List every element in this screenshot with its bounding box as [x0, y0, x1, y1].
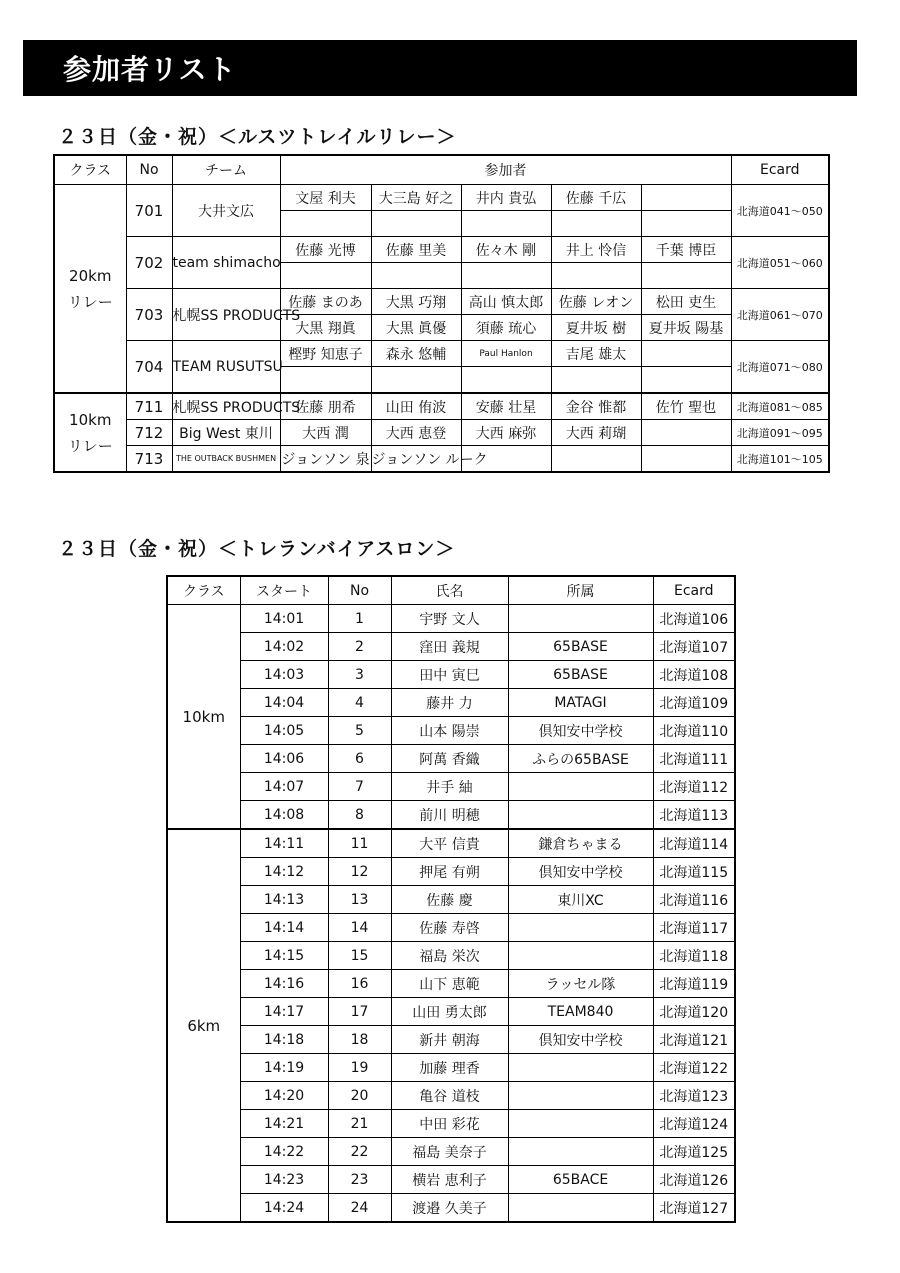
team-no: 711 [126, 393, 172, 420]
member-name [371, 263, 461, 289]
triathlon-row [167, 858, 735, 886]
ecard: 北海道111 [653, 745, 735, 773]
team-no: 704 [126, 341, 172, 394]
team-no: 702 [126, 237, 172, 289]
athlete-name: 宇野 文人 [391, 605, 508, 633]
start-time: 14:08 [240, 801, 328, 830]
ecard-range: 北海道081～085 [731, 393, 829, 420]
member-name: 松田 吏生 [641, 289, 731, 315]
bib-no: 5 [328, 717, 391, 745]
bib-no: 8 [328, 801, 391, 830]
athlete-name: 大平 信貴 [391, 829, 508, 858]
triathlon-header-row [167, 576, 735, 605]
ecard: 北海道114 [653, 829, 735, 858]
ecard: 北海道116 [653, 886, 735, 914]
start-time: 14:03 [240, 661, 328, 689]
member-name [641, 263, 731, 289]
team-no: 712 [126, 420, 172, 446]
member-name [461, 211, 551, 237]
member-name: 文屋 利夫 [280, 185, 371, 211]
member-name: 佐々木 剛 [461, 237, 551, 263]
triathlon-row [167, 633, 735, 661]
ecard: 北海道117 [653, 914, 735, 942]
triathlon-row [167, 689, 735, 717]
bib-no: 18 [328, 1026, 391, 1054]
member-name: 樫野 知恵子 [280, 341, 371, 367]
title-banner [23, 40, 857, 96]
ecard-range: 北海道091～095 [731, 420, 829, 446]
affiliation: 65BASE [508, 661, 653, 689]
member-name: 金谷 惟都 [551, 393, 641, 420]
member-name: 大西 潤 [280, 420, 371, 446]
start-time: 14:01 [240, 605, 328, 633]
start-time: 14:11 [240, 829, 328, 858]
ecard: 北海道124 [653, 1110, 735, 1138]
member-name [551, 211, 641, 237]
affiliation [508, 914, 653, 942]
bib-no: 16 [328, 970, 391, 998]
ecard: 北海道112 [653, 773, 735, 801]
athlete-name: 押尾 有朔 [391, 858, 508, 886]
member-name: 千葉 博臣 [641, 237, 731, 263]
athlete-name: 藤井 力 [391, 689, 508, 717]
header-team: チーム [172, 155, 280, 185]
triathlon-row [167, 1194, 735, 1223]
bib-no: 13 [328, 886, 391, 914]
ecard: 北海道123 [653, 1082, 735, 1110]
class-label: 10km [69, 410, 112, 429]
start-time: 14:22 [240, 1138, 328, 1166]
member-name: 大黒 巧翔 [371, 289, 461, 315]
affiliation: 65BACE [508, 1166, 653, 1194]
member-name: 高山 慎太郎 [461, 289, 551, 315]
bib-no: 22 [328, 1138, 391, 1166]
member-name: 大西 恵登 [371, 420, 461, 446]
member-name: 大黒 翔眞 [280, 315, 371, 341]
header-affiliation: 所属 [508, 576, 653, 605]
member-name: 佐藤 千広 [551, 185, 641, 211]
ecard: 北海道125 [653, 1138, 735, 1166]
member-name [551, 367, 641, 394]
athlete-name: 佐藤 慶 [391, 886, 508, 914]
header-no: No [126, 155, 172, 185]
ecard: 北海道110 [653, 717, 735, 745]
athlete-name: 阿萬 香織 [391, 745, 508, 773]
team-no: 713 [126, 446, 172, 473]
member-name: 夏井坂 陽基 [641, 315, 731, 341]
athlete-name: 山下 恵範 [391, 970, 508, 998]
triathlon-row [167, 1026, 735, 1054]
member-name: 佐藤 朋希 [280, 393, 371, 420]
member-name: 井内 貴弘 [461, 185, 551, 211]
member-name [551, 263, 641, 289]
member-name: ジョンソン ルーク [371, 446, 461, 473]
athlete-name: 中田 彩花 [391, 1110, 508, 1138]
triathlon-row [167, 829, 735, 858]
triathlon-row [167, 745, 735, 773]
athlete-name: 福島 美奈子 [391, 1138, 508, 1166]
class-label: リレー [67, 436, 113, 455]
affiliation: 65BASE [508, 633, 653, 661]
bib-no: 15 [328, 942, 391, 970]
bib-no: 3 [328, 661, 391, 689]
triathlon-row [167, 1166, 735, 1194]
triathlon-row [167, 970, 735, 998]
header-ecard: Ecard [653, 576, 735, 605]
header-start: スタート [240, 576, 328, 605]
start-time: 14:12 [240, 858, 328, 886]
bib-no: 23 [328, 1166, 391, 1194]
bib-no: 17 [328, 998, 391, 1026]
ecard: 北海道122 [653, 1054, 735, 1082]
triathlon-class-cell: 6km [167, 829, 240, 1222]
header-class: クラス [167, 576, 240, 605]
bib-no: 12 [328, 858, 391, 886]
relay-class-cell [54, 185, 126, 394]
start-time: 14:18 [240, 1026, 328, 1054]
bib-no: 1 [328, 605, 391, 633]
team-no: 703 [126, 289, 172, 341]
team-name: Big West 東川 [172, 420, 280, 446]
ecard: 北海道107 [653, 633, 735, 661]
member-name: 山田 侑波 [371, 393, 461, 420]
ecard: 北海道120 [653, 998, 735, 1026]
affiliation: 倶知安中学校 [508, 717, 653, 745]
affiliation [508, 1194, 653, 1223]
member-name [641, 446, 731, 473]
affiliation [508, 1082, 653, 1110]
triathlon-row [167, 717, 735, 745]
member-name: 森永 悠輔 [371, 341, 461, 367]
bib-no: 7 [328, 773, 391, 801]
affiliation: 倶知安中学校 [508, 858, 653, 886]
affiliation [508, 605, 653, 633]
member-name: 佐藤 光博 [280, 237, 371, 263]
member-name [641, 185, 731, 211]
affiliation [508, 1138, 653, 1166]
triathlon-row [167, 1138, 735, 1166]
triathlon-row [167, 801, 735, 830]
bib-no: 4 [328, 689, 391, 717]
ecard: 北海道109 [653, 689, 735, 717]
relay-row [54, 237, 829, 263]
athlete-name: 亀谷 道枝 [391, 1082, 508, 1110]
affiliation: MATAGI [508, 689, 653, 717]
bib-no: 6 [328, 745, 391, 773]
team-name: team shimacho [172, 237, 280, 289]
member-name [461, 263, 551, 289]
relay-row [54, 446, 829, 473]
affiliation [508, 942, 653, 970]
member-name: 大三島 好之 [371, 185, 461, 211]
athlete-name: 山本 陽崇 [391, 717, 508, 745]
relay-table [53, 154, 830, 473]
start-time: 14:04 [240, 689, 328, 717]
relay-heading: ２３日（金・祝）＜ルスツトレイルリレー＞ [58, 126, 457, 148]
triathlon-row [167, 1110, 735, 1138]
triathlon-row [167, 1082, 735, 1110]
ecard: 北海道119 [653, 970, 735, 998]
athlete-name: 福島 栄次 [391, 942, 508, 970]
start-time: 14:07 [240, 773, 328, 801]
athlete-name: 山田 勇太郎 [391, 998, 508, 1026]
start-time: 14:13 [240, 886, 328, 914]
bib-no: 20 [328, 1082, 391, 1110]
class-label: リレー [67, 292, 113, 311]
athlete-name: 田中 寅巳 [391, 661, 508, 689]
triathlon-row [167, 773, 735, 801]
ecard: 北海道106 [653, 605, 735, 633]
ecard-range: 北海道061～070 [731, 289, 829, 341]
affiliation: 倶知安中学校 [508, 1026, 653, 1054]
ecard-range: 北海道101～105 [731, 446, 829, 473]
triathlon-row [167, 886, 735, 914]
ecard-range: 北海道041～050 [731, 185, 829, 237]
affiliation: 鎌倉ちゃまる [508, 829, 653, 858]
team-name: THE OUTBACK BUSHMEN [172, 446, 280, 473]
team-name: 札幌SS PRODUCTS [172, 393, 280, 420]
member-name: 須藤 琉心 [461, 315, 551, 341]
start-time: 14:15 [240, 942, 328, 970]
athlete-name: 新井 朝海 [391, 1026, 508, 1054]
triathlon-table [166, 575, 736, 1223]
header-ecard: Ecard [731, 155, 829, 185]
affiliation: TEAM840 [508, 998, 653, 1026]
triathlon-row [167, 998, 735, 1026]
member-name: 佐竹 聖也 [641, 393, 731, 420]
athlete-name: 窪田 義規 [391, 633, 508, 661]
relay-class-cell [54, 393, 126, 472]
header-no: No [328, 576, 391, 605]
page-title: 参加者リスト [63, 53, 237, 86]
team-name: 大井文広 [172, 185, 280, 237]
member-name [280, 211, 371, 237]
triathlon-row [167, 605, 735, 633]
member-name [280, 367, 371, 394]
ecard: 北海道108 [653, 661, 735, 689]
start-time: 14:19 [240, 1054, 328, 1082]
triathlon-row [167, 942, 735, 970]
triathlon-class-cell: 10km [167, 605, 240, 830]
member-name [551, 446, 641, 473]
member-name: Paul Hanlon [461, 341, 551, 367]
member-name: 佐藤 レオン [551, 289, 641, 315]
member-name [371, 211, 461, 237]
member-name: 吉尾 雄太 [551, 341, 641, 367]
affiliation: 東川XC [508, 886, 653, 914]
ecard: 北海道118 [653, 942, 735, 970]
start-time: 14:06 [240, 745, 328, 773]
athlete-name: 加藤 理香 [391, 1054, 508, 1082]
athlete-name: 前川 明穂 [391, 801, 508, 830]
relay-row [54, 341, 829, 367]
affiliation [508, 1110, 653, 1138]
triathlon-row [167, 914, 735, 942]
ecard-range: 北海道071～080 [731, 341, 829, 394]
start-time: 14:21 [240, 1110, 328, 1138]
start-time: 14:14 [240, 914, 328, 942]
start-time: 14:02 [240, 633, 328, 661]
athlete-name: 佐藤 寿啓 [391, 914, 508, 942]
start-time: 14:23 [240, 1166, 328, 1194]
member-name: 佐藤 まのあ [280, 289, 371, 315]
member-name: ジョンソン 泉 [280, 446, 371, 473]
relay-row [54, 420, 829, 446]
bib-no: 14 [328, 914, 391, 942]
affiliation [508, 773, 653, 801]
start-time: 14:05 [240, 717, 328, 745]
relay-row [54, 185, 829, 211]
ecard: 北海道127 [653, 1194, 735, 1223]
start-time: 14:17 [240, 998, 328, 1026]
ecard: 北海道115 [653, 858, 735, 886]
member-name: 大黒 眞優 [371, 315, 461, 341]
header-name: 氏名 [391, 576, 508, 605]
member-name [461, 367, 551, 394]
ecard: 北海道121 [653, 1026, 735, 1054]
member-name: 大西 莉瑚 [551, 420, 641, 446]
bib-no: 19 [328, 1054, 391, 1082]
relay-row [54, 393, 829, 420]
affiliation: ふらの65BASE [508, 745, 653, 773]
member-name [641, 341, 731, 367]
member-name: 安藤 壮星 [461, 393, 551, 420]
affiliation [508, 801, 653, 830]
member-name [641, 211, 731, 237]
start-time: 14:20 [240, 1082, 328, 1110]
bib-no: 24 [328, 1194, 391, 1223]
bib-no: 2 [328, 633, 391, 661]
member-name: 大西 麻弥 [461, 420, 551, 446]
athlete-name: 井手 紬 [391, 773, 508, 801]
triathlon-row [167, 1054, 735, 1082]
affiliation [508, 1054, 653, 1082]
athlete-name: 渡邉 久美子 [391, 1194, 508, 1223]
member-name [641, 367, 731, 394]
team-name: TEAM RUSUTSU [172, 341, 280, 394]
team-no: 701 [126, 185, 172, 237]
member-name [280, 263, 371, 289]
triathlon-row [167, 661, 735, 689]
header-participants: 参加者 [280, 155, 731, 185]
relay-row [54, 289, 829, 315]
start-time: 14:24 [240, 1194, 328, 1223]
affiliation: ラッセル隊 [508, 970, 653, 998]
ecard: 北海道126 [653, 1166, 735, 1194]
ecard: 北海道113 [653, 801, 735, 830]
triathlon-heading: ２３日（金・祝）＜トレランバイアスロン＞ [58, 538, 456, 560]
bib-no: 21 [328, 1110, 391, 1138]
relay-header-row [54, 155, 829, 185]
member-name [371, 367, 461, 394]
start-time: 14:16 [240, 970, 328, 998]
member-name: 佐藤 里美 [371, 237, 461, 263]
bib-no: 11 [328, 829, 391, 858]
member-name [641, 420, 731, 446]
header-class: クラス [54, 155, 126, 185]
member-name: 夏井坂 樹 [551, 315, 641, 341]
member-name: 井上 怜信 [551, 237, 641, 263]
class-label: 20km [69, 266, 112, 285]
team-name: 札幌SS PRODUCTS [172, 289, 280, 341]
athlete-name: 横岩 恵利子 [391, 1166, 508, 1194]
ecard-range: 北海道051～060 [731, 237, 829, 289]
